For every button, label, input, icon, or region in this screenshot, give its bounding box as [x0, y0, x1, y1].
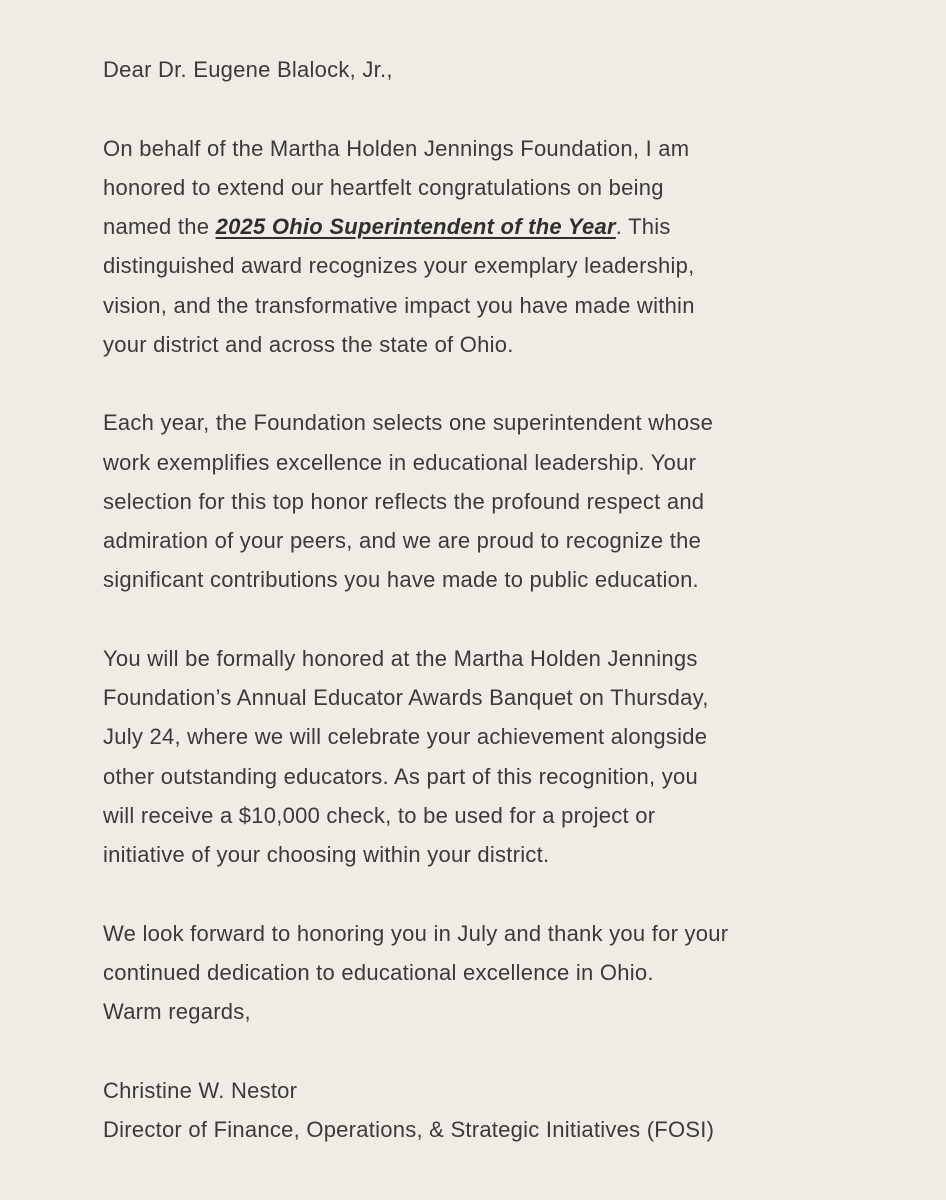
text-line: Each year, the Foundation selects one superintendent whose [103, 410, 714, 436]
text-line: admiration of your peers, and we are proud to recognize the [103, 528, 702, 554]
paragraph-spacer [103, 89, 903, 129]
text-line: July 24, where we will celebrate your achievement alongside [103, 724, 708, 750]
paragraph-banquet [103, 639, 903, 874]
text-line: will receive a $10,000 check, to be used for a project or [103, 802, 656, 828]
signature-block [103, 1071, 903, 1149]
paragraph-spacer [103, 1031, 903, 1071]
text-line: initiative of your choosing within your district. [103, 841, 550, 867]
text-line: Foundation’s Annual Educator Awards Banquet on Thursday, [103, 685, 709, 711]
text-line: work exemplifies excellence in educational leadership. Your [103, 449, 697, 475]
paragraph-spacer [103, 874, 903, 914]
text-fragment: . This [615, 214, 671, 240]
signer-title: Director of Finance, Operations, & Strategic Initiatives (FOSI) [103, 1116, 715, 1142]
paragraph-congratulations [103, 129, 903, 364]
text-line: vision, and the transformative impact you have made within [103, 292, 695, 318]
text-line: continued dedication to educational excellence in Ohio. [103, 959, 654, 985]
award-title-link[interactable]: 2025 Ohio Superintendent of the Year [215, 214, 616, 240]
text-line: honored to extend our heartfelt congratulations on being [103, 174, 664, 200]
paragraph-closing [103, 914, 903, 1032]
text-fragment: named the [103, 214, 216, 240]
paragraph-spacer [103, 364, 903, 404]
closing-phrase: Warm regards, [103, 999, 251, 1025]
text-line: other outstanding educators. As part of this recognition, you [103, 763, 698, 789]
text-line: selection for this top honor reflects the profound respect and [103, 488, 705, 514]
text-line-award [103, 207, 903, 246]
text-line: You will be formally honored at the Martha Holden Jennings [103, 645, 698, 671]
text-line: distinguished award recognizes your exemplary leadership, [103, 253, 695, 279]
signer-name: Christine W. Nestor [103, 1077, 298, 1103]
letter-body [103, 50, 903, 1149]
text-line: On behalf of the Martha Holden Jennings Foundation, I am [103, 135, 690, 161]
text-line: significant contributions you have made to public education. [103, 567, 699, 593]
paragraph-spacer [103, 599, 903, 639]
salutation: Dear Dr. Eugene Blalock, Jr., [103, 57, 393, 82]
text-line: your district and across the state of Ohio. [103, 331, 514, 357]
paragraph-selection [103, 403, 903, 599]
text-line: We look forward to honoring you in July and thank you for your [103, 920, 729, 946]
